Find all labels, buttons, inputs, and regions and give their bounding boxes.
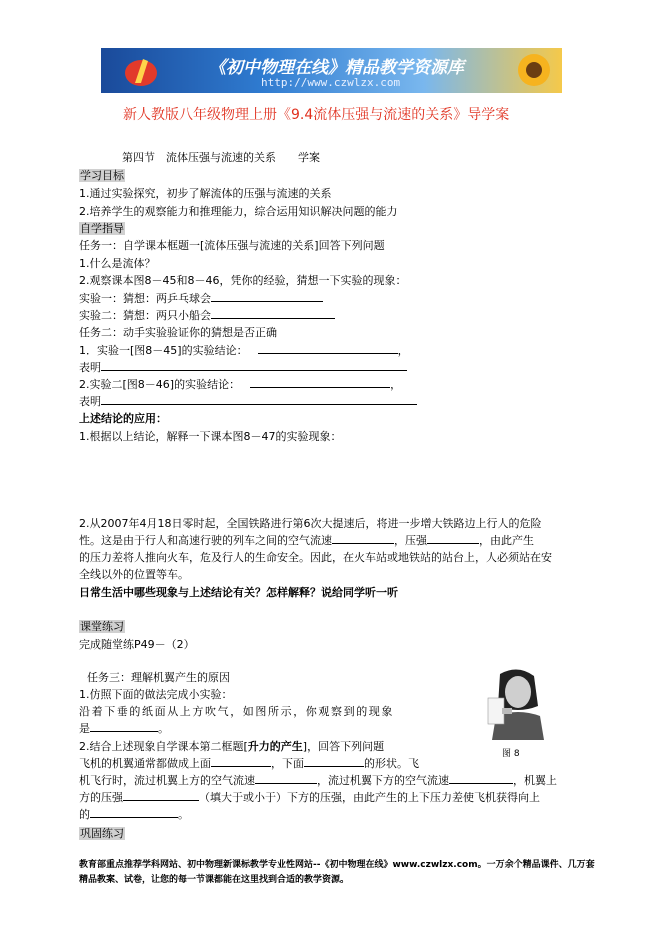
answer-blank[interactable] (90, 720, 158, 732)
banner-title: 《初中物理在线》精品教学资源库 (209, 58, 464, 78)
goal-item: 1.通过实验探究，初步了解流体的压强与流速的关系 (79, 187, 332, 200)
sunflower-icon (512, 50, 556, 90)
task-two: 任务二：动手实验验证你的猜想是否正确 (79, 326, 277, 339)
task-one: 任务一：自学课本框题一[流体压强与流速的关系]回答下列问题 (79, 239, 385, 252)
paragraph-line: 2.从2007年4月18日零时起，全国铁路进行第6次大提速后，将进一步增大铁路边上行人的危险 (79, 517, 542, 530)
consolidation-label: 巩固练习 (80, 827, 124, 840)
wing-line: 方的压强 （填大于或小于）下方的压强，由此产生的上下压力差使飞机获得向上 (79, 791, 540, 804)
learning-goals-label: 学习目标 (80, 169, 124, 182)
class-practice-text: 完成随堂练P49－（2） (79, 638, 195, 651)
answer-blank[interactable] (449, 772, 513, 784)
task-three-step: 是 。 (79, 722, 169, 735)
task-three-step: 1.仿照下面的做法完成小实验： (79, 688, 233, 701)
wing-line: 的 。 (79, 808, 189, 821)
answer-blank[interactable] (123, 789, 199, 801)
answer-blank[interactable] (101, 359, 407, 371)
logo-icon (121, 53, 161, 89)
experiment-two-guess: 实验二：猜想：两只小船会 (79, 307, 335, 323)
page-title: 新人教版八年级物理上册《9.4流体压强与流速的关系》导学案 (123, 107, 510, 123)
question: 2.观察课本图8－45和8－46，凭你的经验，猜想一下实验的现象： (79, 274, 407, 287)
paragraph-line: 的压力差将人推向火车，危及行人的生命安全。因此，在火车站或地铁站的站台上，人必须站在安 (79, 551, 552, 564)
footer-note: 教育部重点推荐学科网站、初中物理新课标教学专业性网站--《初中物理在线》www.czwlzx.com。一万余个精品课件、几万套精品教案、试卷，让您的每一节课都能在这里找到合适的教学资源。 (79, 860, 595, 885)
section-heading: 第四节 流体压强与流速的关系 学案 (122, 151, 320, 164)
blowing-paper-photo (478, 666, 556, 740)
experiment-one-guess: 实验一：猜想：两乒乓球会 (79, 290, 323, 306)
answer-blank[interactable] (101, 393, 417, 405)
answer-blank[interactable] (211, 307, 335, 319)
wing-line: 机飞行时，流过机翼上方的空气流速 ，流过机翼下方的空气流速 ，机翼上 (79, 774, 557, 787)
figure-caption: 图 8 (502, 749, 520, 759)
paragraph-line: 全线以外的位置等车。 (79, 568, 189, 581)
application-label: 上述结论的应用： (79, 412, 167, 425)
answer-blank[interactable] (250, 376, 390, 388)
wing-line: 飞机的机翼通常都做成上面 ，下面 的形状。飞 (79, 757, 419, 770)
answer-blank[interactable] (332, 532, 394, 544)
conclusion-two: 2.实验二[图8－46]的实验结论： ， (79, 378, 402, 391)
conclusion-one: 1．实验一[图8－45]的实验结论： ， (79, 344, 409, 357)
answer-blank[interactable] (211, 290, 323, 302)
banner-url[interactable]: http://www.czwlzx.com (261, 76, 401, 89)
answer-blank[interactable] (255, 772, 317, 784)
paragraph-line: 性。这是由于行人和高速行驶的列车之间的空气流速 ，压强 ，由此产生 (79, 534, 534, 547)
class-practice-label: 课堂练习 (80, 620, 124, 633)
question: 1.什么是流体？ (79, 257, 156, 270)
task-three-step: 2.结合上述现象自学课本第二框题[升力的产生]，回答下列问题 (79, 740, 385, 753)
answer-blank[interactable] (90, 806, 178, 818)
task-three-step: 沿着下垂的纸面从上方吹气，如图所示，你观察到的现象 (79, 705, 394, 718)
discussion-prompt: 日常生活中哪些现象与上述结论有关？怎样解释？说给同学听一听 (79, 586, 398, 599)
header-banner (101, 48, 562, 93)
self-study-label: 自学指导 (80, 222, 124, 235)
goal-item: 2.培养学生的观察能力和推理能力，综合运用知识解决问题的能力 (79, 205, 398, 218)
question: 1.根据以上结论，解释一下课本图8－47的实验现象： (79, 430, 342, 443)
answer-blank[interactable] (211, 755, 271, 767)
answer-blank[interactable] (304, 755, 364, 767)
conclusion-two-explain: 表明 (79, 393, 417, 409)
answer-blank[interactable] (427, 532, 479, 544)
answer-blank[interactable] (258, 342, 398, 354)
conclusion-one-explain: 表明 (79, 359, 407, 375)
task-three: 任务三：理解机翼产生的原因 (87, 671, 230, 684)
